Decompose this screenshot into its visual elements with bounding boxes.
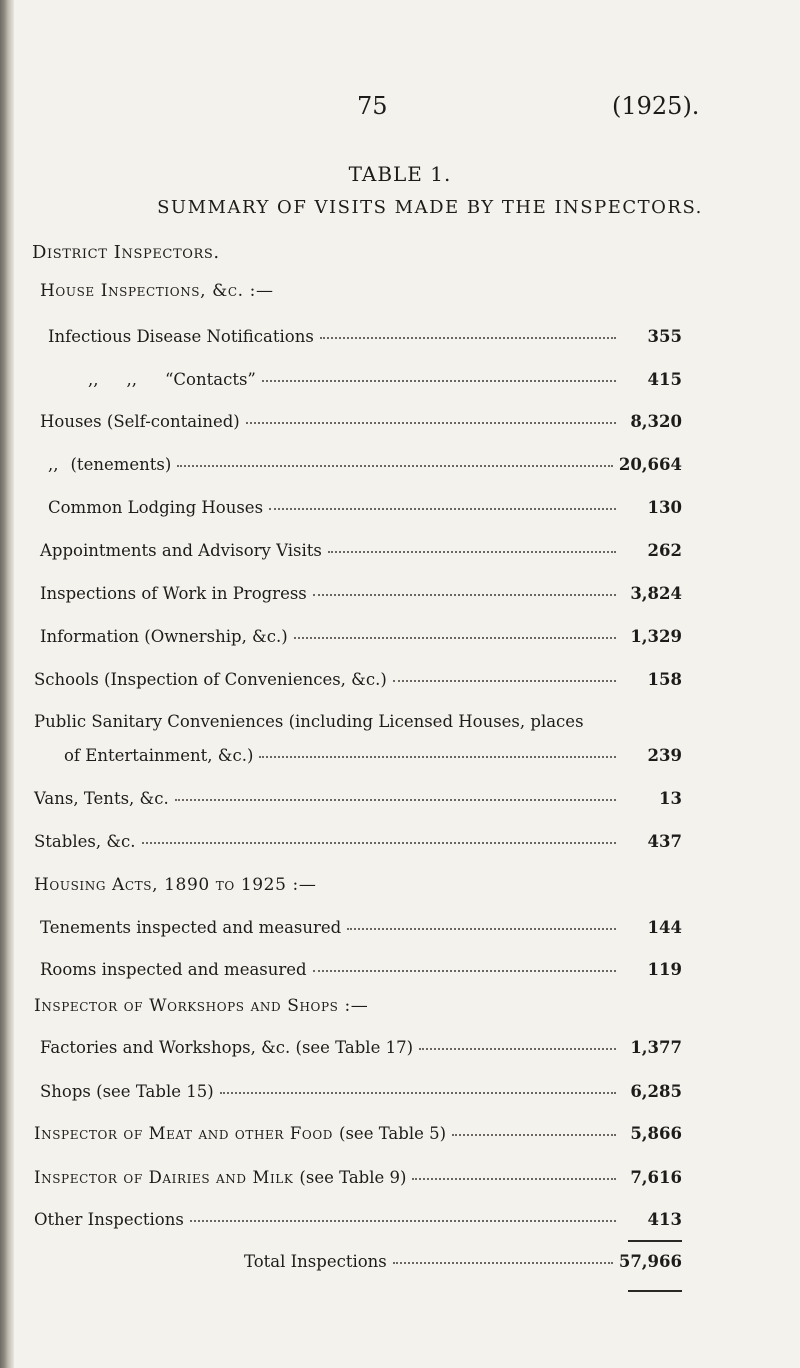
row-tenements-measured (40, 918, 682, 937)
row-vans-tents (34, 789, 682, 808)
leader-dots (175, 798, 616, 801)
leader-dots (393, 679, 616, 682)
row-label: Inspections of Work in Progress (40, 584, 307, 603)
leader-dots (177, 464, 613, 467)
row-houses-self-contained (40, 412, 682, 431)
section-house-inspections: House Inspections, &c. :— (40, 281, 274, 301)
leader-dots (269, 507, 616, 510)
book-binding-edge (0, 0, 14, 1368)
row-value: 130 (647, 498, 682, 517)
row-label: Information (Ownership, &c.) (40, 627, 288, 646)
row-label: Other Inspections (34, 1210, 184, 1229)
row-other-inspections (34, 1210, 682, 1229)
ditto-mark: ,, (48, 455, 59, 474)
row-label: of Entertainment, &c.) (64, 746, 254, 765)
row-infectious-disease (48, 327, 682, 346)
leader-dots (412, 1177, 616, 1180)
row-value: 413 (647, 1210, 682, 1229)
row-value: 1,329 (630, 627, 682, 646)
leader-dots (262, 379, 616, 382)
leader-dots (347, 927, 616, 930)
section-workshops-and-shops: Inspector of Workshops and Shops :— (34, 996, 369, 1016)
leader-dots (419, 1047, 616, 1050)
total-rule-bottom (628, 1290, 682, 1292)
row-value: 1,377 (630, 1038, 682, 1057)
ditto-mark: ,, (126, 370, 137, 389)
page-header (0, 92, 800, 132)
row-label: Shops (see Table 15) (40, 1082, 214, 1101)
row-value: 119 (647, 960, 682, 979)
row-label: Rooms inspected and measured (40, 960, 307, 979)
row-label: Common Lodging Houses (48, 498, 264, 517)
row-contacts (88, 370, 682, 389)
row-label: Inspector of Dairies and Milk (34, 1168, 294, 1187)
leader-dots (190, 1219, 616, 1222)
row-information (40, 627, 682, 646)
row-value: 5,866 (630, 1124, 682, 1143)
row-common-lodging-houses (48, 498, 682, 517)
leader-dots (320, 336, 616, 339)
row-stables (34, 832, 682, 851)
row-public-conveniences-line1: Public Sanitary Conveniences (including Licensed Houses, places (34, 712, 584, 731)
row-label: Infectious Disease Notifications (48, 327, 314, 346)
report-year: (1925). (612, 92, 700, 120)
leader-dots (328, 550, 616, 553)
row-label-suffix: (see Table 5) (339, 1124, 447, 1143)
leader-dots (393, 1261, 613, 1264)
row-value: 437 (647, 832, 682, 851)
row-total-inspections (244, 1252, 682, 1271)
row-label: Appointments and Advisory Visits (40, 541, 322, 560)
row-value: 13 (659, 789, 682, 808)
total-rule-top (628, 1240, 682, 1242)
row-value: 7,616 (630, 1168, 682, 1187)
row-value: 355 (647, 327, 682, 346)
row-value: 8,320 (630, 412, 682, 431)
row-value: 57,966 (618, 1252, 682, 1271)
row-value: 239 (647, 746, 682, 765)
leader-dots (452, 1133, 616, 1136)
row-dairies-and-milk (34, 1168, 682, 1187)
row-label: “Contacts” (165, 370, 256, 389)
row-work-in-progress (40, 584, 682, 603)
row-label: Vans, Tents, &c. (34, 789, 169, 808)
row-factories-workshops (40, 1038, 682, 1057)
row-label: Tenements inspected and measured (40, 918, 342, 937)
section-housing-acts: Housing Acts, 1890 to 1925 :— (34, 875, 317, 895)
leader-dots (246, 421, 616, 424)
row-value: 144 (647, 918, 682, 937)
row-label: Schools (Inspection of Conveniences, &c.) (34, 670, 387, 689)
row-label: Stables, &c. (34, 832, 136, 851)
leader-dots (313, 593, 616, 596)
row-meat-and-food (34, 1124, 682, 1143)
row-value: 262 (647, 541, 682, 560)
row-label: (tenements) (70, 455, 172, 474)
row-label: Inspector of Meat and other Food (34, 1124, 334, 1143)
table-title: TABLE 1. (348, 162, 452, 186)
page-number: 75 (357, 92, 388, 120)
row-label: Total Inspections (244, 1252, 387, 1271)
leader-dots (259, 755, 616, 758)
row-value: 3,824 (630, 584, 682, 603)
row-value: 415 (647, 370, 682, 389)
leader-dots (313, 969, 616, 972)
row-label-suffix: (see Table 9) (299, 1168, 407, 1187)
row-value: 20,664 (618, 455, 682, 474)
section-district-inspectors: District Inspectors. (32, 242, 220, 263)
row-label: Houses (Self-contained) (40, 412, 240, 431)
row-tenements (48, 455, 682, 474)
row-value: 158 (647, 670, 682, 689)
row-value: 6,285 (630, 1082, 682, 1101)
row-label: Factories and Workshops, &c. (see Table 17) (40, 1038, 414, 1057)
row-public-conveniences (64, 746, 682, 765)
row-rooms-measured (40, 960, 682, 979)
table-subtitle: SUMMARY OF VISITS MADE BY THE INSPECTORS. (157, 197, 703, 218)
ditto-mark: ,, (88, 370, 99, 389)
leader-dots (220, 1091, 616, 1094)
leader-dots (142, 841, 616, 844)
row-shops (40, 1082, 682, 1101)
row-schools (34, 670, 682, 689)
row-appointments (40, 541, 682, 560)
leader-dots (294, 636, 616, 639)
